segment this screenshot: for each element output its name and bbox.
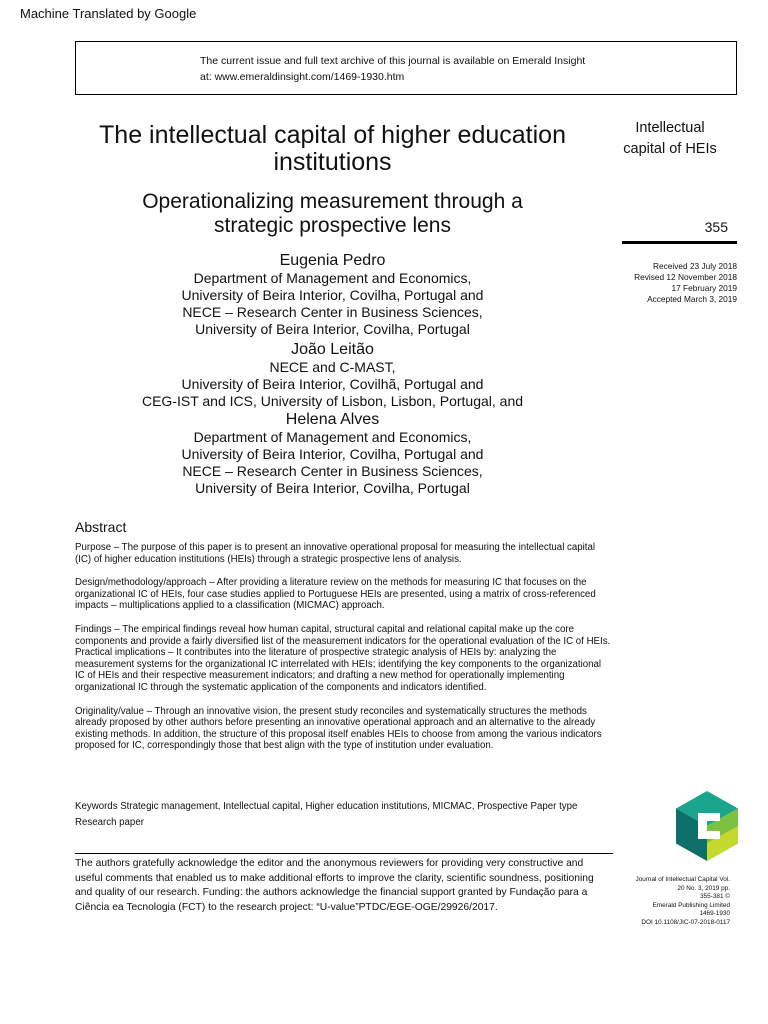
date-accepted: Accepted March 3, 2019 <box>647 294 737 304</box>
affiliation-line: NECE – Research Center in Business Sciences, <box>182 463 483 479</box>
abstract-findings: Findings – The empirical findings reveal how human capital, structural capital and relational capital make up the core components and provide a fairly diversified list of the measurement indicators for the operational evaluation of the IC of HEIs. <box>75 623 611 647</box>
paper-title <box>60 122 605 176</box>
paper-subtitle <box>60 190 605 238</box>
acknowledgement-footnote: The authors gratefully acknowledge the editor and the anonymous reviewers for providing very constructive and useful comments that enabled us to make additional efforts to improve the clarity, scientific soundness, positioning and quality of our research. Funding: the authors acknowledge the financial support granted by Fundação para a Ciência ea Tecnologia (FCT) to the research project: “U-value”PTDC/EGE-OGE/29926/2017. <box>75 858 594 914</box>
abstract-implications: Practical implications – It contributes into the literature of prospective strategic analysis of HEIs by: analyzing the measurement systems for the organizational IC interrelated with HEIs; identifying the key components to the organizational IC of HEIs and their respective measurement indicators; and drafting a new method for operationally implementing organizational IC through the systematic application of the components and indicators identified. <box>75 647 602 693</box>
affiliation-line: NECE – Research Center in Business Sciences, <box>182 304 483 320</box>
notice-line-1: The current issue and full text archive of this journal is available on Emerald Insight <box>200 55 586 67</box>
abstract-heading: Abstract <box>75 519 127 535</box>
title-line-1: The intellectual capital of higher education <box>99 121 566 149</box>
journal-info-line: 1469-1930 <box>699 910 730 918</box>
journal-notice-box <box>75 41 737 95</box>
date-revised-2: 17 February 2019 <box>671 283 737 293</box>
journal-doi[interactable]: DOI 10.1108/JIC-07-2018-0117 <box>641 918 730 926</box>
journal-citation <box>620 876 730 928</box>
author-name: Helena Alves <box>285 411 380 428</box>
author-block <box>60 252 605 338</box>
abstract-purpose: Purpose – The purpose of this paper is to present an innovative operational proposal for measuring the intellectual capital (IC) of higher education institutions (HEIs) through a strategic prospective lens of analysis. <box>75 542 596 565</box>
journal-info-line: Emerald Publishing Limited <box>652 901 730 909</box>
abstract-body <box>75 542 612 764</box>
subtitle-line-2: strategic prospective lens <box>214 214 451 237</box>
title-line-2: institutions <box>273 148 392 176</box>
author-block <box>60 411 605 497</box>
machine-translation-banner: Machine Translated by Google <box>20 6 197 21</box>
author-name: João Leitão <box>291 341 374 358</box>
affiliation-line: University of Beira Interior, Covilha, Portugal <box>195 321 470 337</box>
keywords-line-1: Keywords Strategic management, Intellectual capital, Higher education institutions, MICMAC, Prospective Paper type <box>75 801 578 812</box>
running-head-line-1: Intellectual <box>635 120 705 136</box>
subtitle-line-1: Operationalizing measurement through a <box>142 190 523 213</box>
side-rule <box>622 241 737 244</box>
notice-line-2[interactable]: at: www.emeraldinsight.com/1469-1930.htm <box>200 71 405 83</box>
journal-info-line: 355-381 © <box>700 893 730 901</box>
journal-info-line: 20 No. 3, 2019 pp. <box>677 884 730 892</box>
running-head-line-2: capital of HEIs <box>623 141 717 157</box>
submission-dates <box>600 261 737 305</box>
page-number: 355 <box>704 219 728 235</box>
keywords <box>75 799 612 831</box>
affiliation-line: University of Beira Interior, Covilhã, Portugal and <box>181 376 484 392</box>
date-revised-1: Revised 12 November 2018 <box>634 272 737 282</box>
author-block <box>60 341 605 410</box>
affiliation-line: University of Beira Interior, Covilha, Portugal and <box>181 446 484 462</box>
running-head <box>610 118 730 160</box>
abstract-design: Design/methodology/approach – After providing a literature review on the methods for measuring IC that focuses on the organizational IC of HEIs, four case studies applied to Portuguese HEIs are presented, using a matrix of cross-referenced impacts – multiplications applied to a classification (MICMAC) approach. <box>75 577 596 612</box>
journal-info-line: Journal of Intellectual Capital Vol. <box>635 876 730 883</box>
affiliation-line: University of Beira Interior, Covilha, Portugal and <box>181 287 484 303</box>
affiliation-line: CEG-IST and ICS, University of Lisbon, Lisbon, Portugal, and <box>141 393 524 409</box>
date-received: Received 23 July 2018 <box>653 261 737 271</box>
emerald-publisher-logo-icon <box>676 791 738 861</box>
footnote-rule <box>75 853 613 854</box>
journal-notice-text <box>200 53 720 85</box>
affiliation-line: NECE and C-MAST, <box>269 359 396 375</box>
keywords-line-2: Research paper <box>75 817 144 828</box>
affiliation-line: Department of Management and Economics, <box>193 429 472 445</box>
abstract-originality: Originality/value – Through an innovative vision, the present study reconciles and systematically structures the methods already proposed by other authors before presenting an innovative operational approach and an alternative to the already existing methods. In addition, the structure of this proposal itself enables HEIs to choose from among the various indicators proposed for IC, correspondingly those that best align with the type of institution under evaluation. <box>75 705 602 752</box>
affiliation-line: University of Beira Interior, Covilha, Portugal <box>195 480 470 496</box>
affiliation-line: Department of Management and Economics, <box>193 270 472 286</box>
author-name: Eugenia Pedro <box>279 252 386 269</box>
